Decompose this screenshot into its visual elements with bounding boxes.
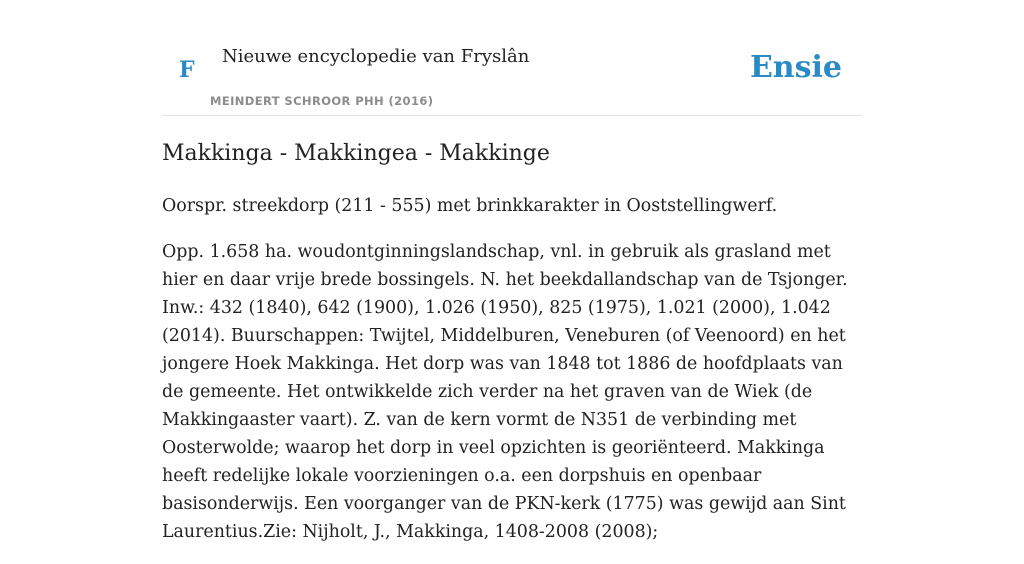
source-author: MEINDERT SCHROOR PHH (2016) (210, 94, 434, 108)
source-title-link[interactable]: Nieuwe encyclopedie van Fryslân (222, 46, 530, 67)
entry-paragraph: Oorspr. streekdorp (211 - 555) met brinkkarakter in Ooststellingwerf. (162, 196, 778, 216)
source-logo: F (179, 57, 195, 83)
entry-content (162, 138, 868, 564)
ensie-logo-link[interactable]: Ensie (749, 50, 842, 85)
entry-title: Makkinga - Makkingea - Makkinge (162, 141, 550, 166)
source-header (162, 40, 862, 116)
entry-paragraph: Opp. 1.658 ha. woudontginningslandschap, vnl. in gebruik als grasland met hier en daar vrije brede bossingels. N. het beekdallandschap van de Tsjonger. Inw.: 432 (1840), 642 (1900), 1.026 (1950), 825 (1975), 1.021 (2000), 1.042 (2014). Buurschappen: Twijtel, Middelburen, Veneburen (of Veenoord) en het jongere Hoek Makkinga. Het dorp was van 1848 tot 1886 de hoofdplaats van de gemeente. Het ontwikkelde zich verder na het graven van de Wiek (de Makkingaaster vaart). Z. van de kern vormt de N351 de verbinding met Oosterwolde; waarop het dorp in veel opzichten is georiënteerd. Makkinga heeft redelijke lokale voorzieningen o.a. een dorpshuis en openbaar basisonderwijs. Een voorganger van de PKN-kerk (1775) was gewijd aan Sint Laurentius.Zie: Nijholt, J., Makkinga, 1408-2008 (2008); (162, 242, 848, 542)
